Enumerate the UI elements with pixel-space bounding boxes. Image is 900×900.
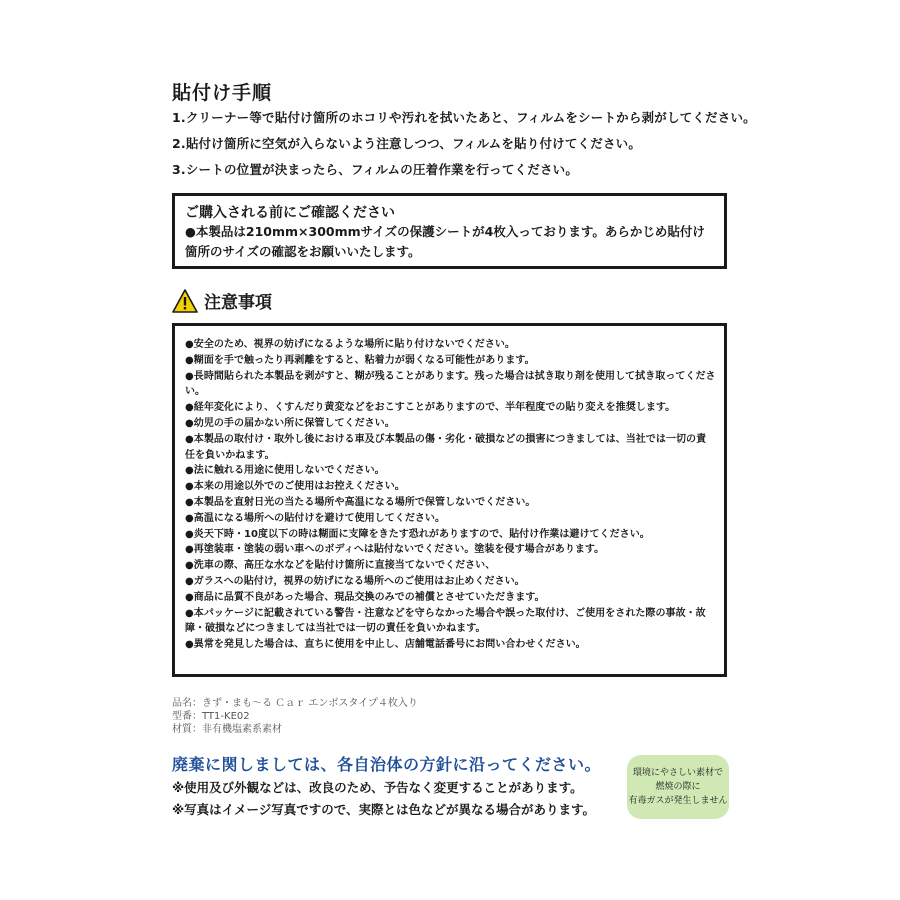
caution-item: ●本来の用途以外でのご使用はお控えください。 xyxy=(185,481,405,493)
confirm-heading: ご購入される前にご確認ください xyxy=(185,205,395,221)
caution-item: ●幼児の手の届かない所に保管してください。 xyxy=(185,417,395,429)
caution-item: ●異常を発見した場合は、直ちに使用を中止し、店舗電話番号にお問い合わせください。 xyxy=(185,639,586,651)
disposal-notice: 廃棄に関しましては、各自治体の方針に沿ってください。 xyxy=(172,755,602,774)
eco-badge xyxy=(627,755,729,819)
eco-badge-line: 燃焼の際に xyxy=(655,782,701,792)
procedure-step-3: 3.シートの位置が決まったら、フィルムの圧着作業を行ってください。 xyxy=(172,162,579,177)
purchase-confirm-box xyxy=(172,193,727,269)
spec-model-number: 型番：TT1-KE02 xyxy=(172,711,250,722)
caution-item: ●商品に品質不良があった場合、現品交換のみでの補償とさせていただきます。 xyxy=(185,591,545,603)
caution-item: ●糊面を手で触ったり再剥離をすると、粘着力が弱くなる可能性があります。 xyxy=(185,354,535,366)
footnote-spec-change: ※使用及び外観などは、改良のため、予告なく変更することがあります。 xyxy=(172,780,583,795)
caution-item: ●安全のため、視界の妨げになるような場所に貼り付けないでください。 xyxy=(185,339,515,350)
procedure-step-2: 2.貼付け箇所に空気が入らないよう注意しつつ、フィルムを貼り付けてください。 xyxy=(172,136,642,151)
caution-item: ●経年変化により、くすんだり黄変などをおこすことがありますので、半年程度での貼り変えを推奨します。 xyxy=(185,402,676,414)
warning-icon xyxy=(172,289,198,313)
caution-item: ●本パッケージに記載されている警告・注意などを守らなかった場合や誤った取付け、ご使用をされた際の事故・故障・破損などにつきましては当社では一切の責任を負いかねます。 xyxy=(185,607,706,635)
caution-item: ●ガラスへの貼付け，視界の妨げになる場所へのご使用はお止めください。 xyxy=(185,575,525,587)
eco-badge-line: 環境にやさしい素材で xyxy=(632,768,723,778)
caution-item: ●炎天下時・10度以下の時は糊面に支障をきたす恐れがありますので、貼付け作業は避けてください。 xyxy=(185,528,650,540)
eco-badge-line: 有毒ガスが発生しません xyxy=(628,796,728,806)
caution-item: ●長時間貼られた本製品を剥がすと、糊が残ることがあります。残った場合は拭き取り剤を使用して拭き取ってください。 xyxy=(185,370,716,398)
spec-material: 材質：非有機塩素系素材 xyxy=(172,724,282,735)
confirm-body: ●本製品は210mm×300mmサイズの保護シートが4枚入っております。あらかじめ貼付け箇所のサイズの確認をお願いいたします。 xyxy=(185,224,705,259)
caution-heading-label: 注意事項 xyxy=(204,293,272,313)
caution-item: ●本製品を直射日光の当たる場所や高温になる場所で保管しないでください。 xyxy=(185,496,536,508)
footnote-photo: ※写真はイメージ写真ですので、実際とは色などが異なる場合があります。 xyxy=(172,802,596,817)
caution-item: ●法に触れる用途に使用しないでください。 xyxy=(185,465,385,477)
spec-product-name: 品名：きず・まも〜る Ｃａｒ エンボスタイプ４枚入り xyxy=(172,698,418,709)
caution-item: ●高温になる場所への貼付けを避けて使用してください。 xyxy=(185,512,446,524)
caution-item: ●洗車の際、高圧な水などを貼付け箇所に直接当てないでください、 xyxy=(185,560,496,572)
caution-heading xyxy=(172,288,272,313)
procedure-title: 貼付け手順 xyxy=(172,82,273,104)
caution-box xyxy=(172,323,727,677)
caution-item: ●再塗装車・塗装の弱い車へのボディへは貼付ないでください。塗装を侵す場合があります。 xyxy=(185,544,605,556)
caution-item: ●本製品の取付け・取外し後における車及び本製品の傷・劣化・破損などの損害につきましては、当社では一切の責任を負いかねます。 xyxy=(185,433,707,461)
procedure-step-1: 1.クリーナー等で貼付け箇所のホコリや汚れを拭いたあと、フィルムをシートから剥がしてください。 xyxy=(172,110,756,125)
